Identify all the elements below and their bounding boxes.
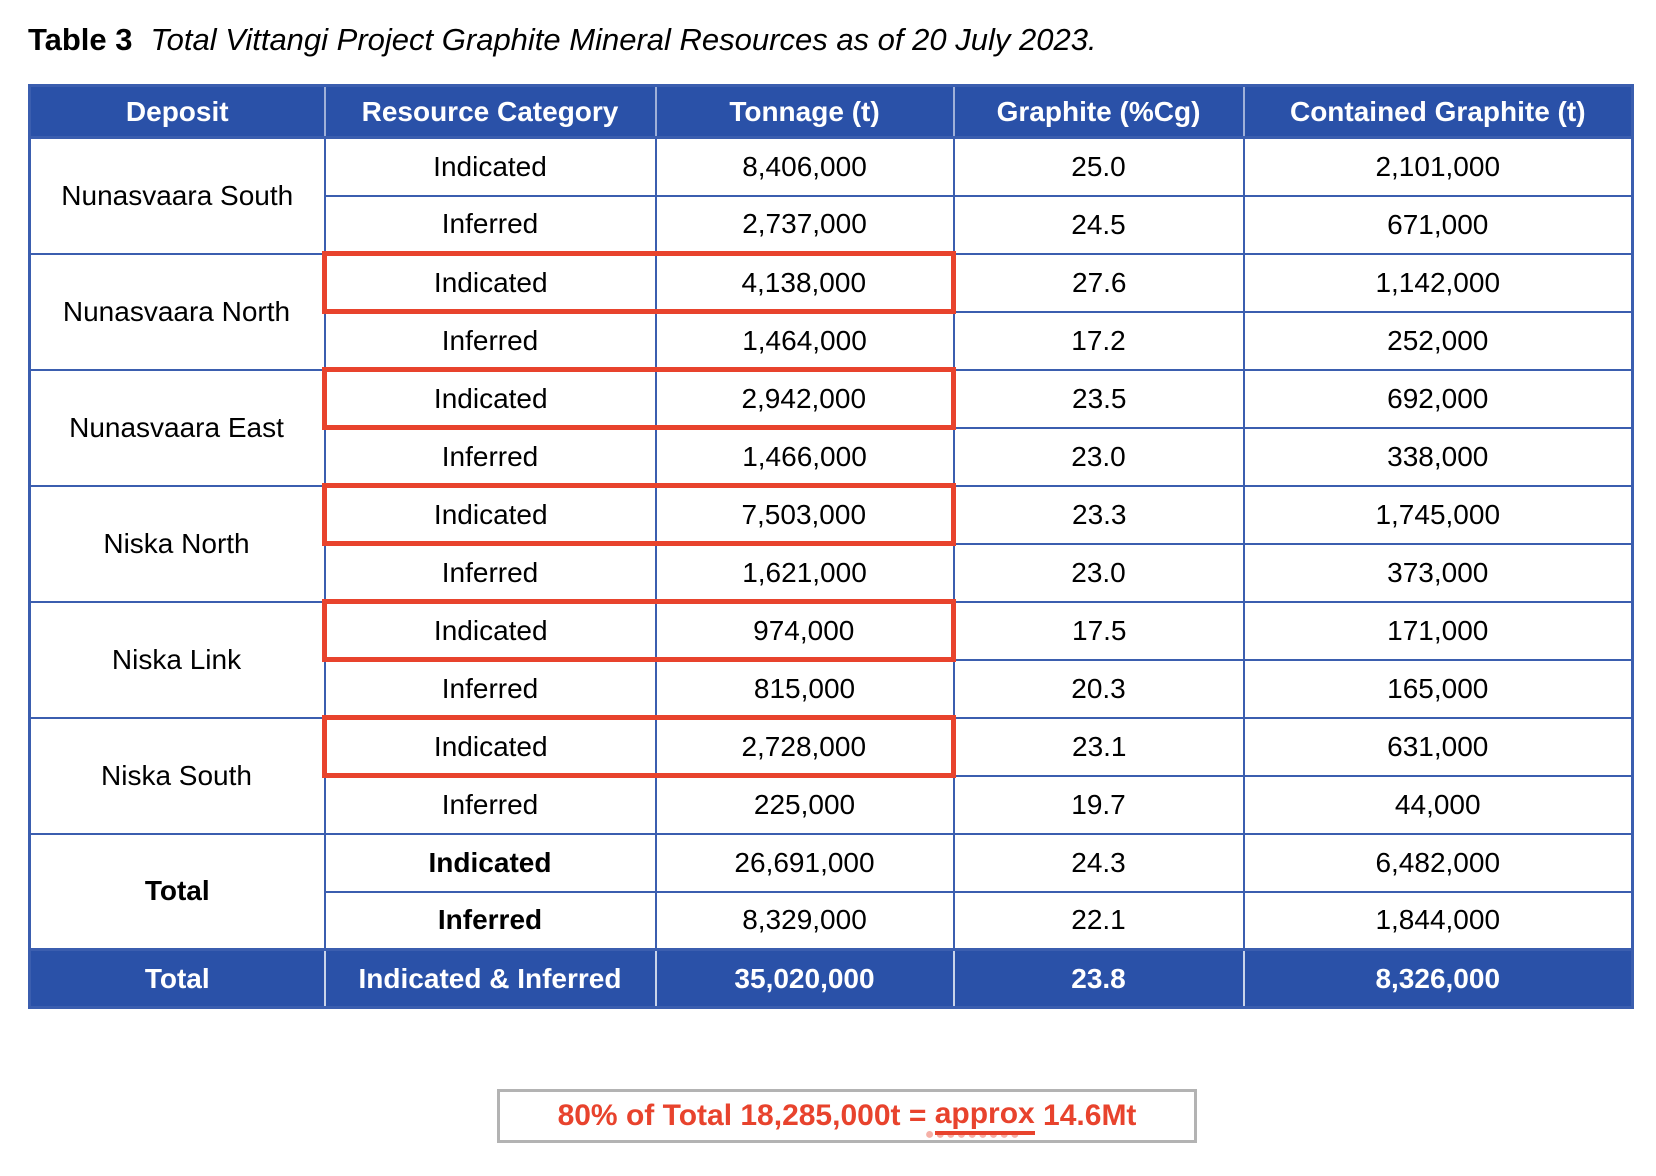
data-row	[30, 254, 1633, 312]
annotation-text-before: 80% of Total 18,285,000t =	[557, 1099, 935, 1132]
tonnage-cell: 8,329,000	[656, 892, 954, 950]
data-row	[30, 834, 1633, 892]
data-row	[30, 370, 1633, 428]
category-cell: Indicated & Inferred	[325, 950, 656, 1008]
grade-cell: 23.3	[954, 486, 1244, 544]
contained-cell: 165,000	[1244, 660, 1633, 718]
data-row	[30, 138, 1633, 196]
contained-cell: 692,000	[1244, 370, 1633, 428]
contained-cell: 44,000	[1244, 776, 1633, 834]
contained-cell: 631,000	[1244, 718, 1633, 776]
tonnage-cell: 2,942,000	[656, 370, 954, 428]
grade-cell: 19.7	[954, 776, 1244, 834]
grade-cell: 23.0	[954, 428, 1244, 486]
tonnage-cell: 2,737,000	[656, 196, 954, 254]
contained-cell: 373,000	[1244, 544, 1633, 602]
data-row	[30, 486, 1633, 544]
col-header-deposit: Deposit	[30, 86, 325, 138]
contained-cell: 6,482,000	[1244, 834, 1633, 892]
data-row	[30, 718, 1633, 776]
grade-cell: 22.1	[954, 892, 1244, 950]
table-caption-label: Table 3	[28, 22, 133, 57]
category-cell: Indicated	[325, 486, 656, 544]
tonnage-cell: 2,728,000	[656, 718, 954, 776]
table-caption	[28, 22, 1097, 58]
annotation-box	[497, 1089, 1197, 1143]
category-cell: Inferred	[325, 660, 656, 718]
category-cell: Inferred	[325, 312, 656, 370]
annotation-text-after: 14.6Mt	[1034, 1099, 1137, 1132]
mineral-resources-table	[28, 84, 1634, 1009]
contained-cell: 2,101,000	[1244, 138, 1633, 196]
tonnage-cell: 4,138,000	[656, 254, 954, 312]
deposit-name: Niska Link	[30, 602, 325, 718]
contained-cell: 8,326,000	[1244, 950, 1633, 1008]
deposit-name: Niska South	[30, 718, 325, 834]
tonnage-cell: 8,406,000	[656, 138, 954, 196]
grade-cell: 23.1	[954, 718, 1244, 776]
deposit-name: Total	[30, 950, 325, 1008]
deposit-name: Nunasvaara East	[30, 370, 325, 486]
contained-cell: 171,000	[1244, 602, 1633, 660]
contained-cell: 1,142,000	[1244, 254, 1633, 312]
deposit-name: Nunasvaara South	[30, 138, 325, 254]
grade-cell: 17.2	[954, 312, 1244, 370]
category-cell: Indicated	[325, 718, 656, 776]
table-body	[30, 138, 1633, 950]
category-cell: Indicated	[325, 370, 656, 428]
tonnage-cell: 35,020,000	[656, 950, 954, 1008]
category-cell: Inferred	[325, 776, 656, 834]
deposit-name: Total	[30, 834, 325, 950]
category-cell: Indicated	[325, 254, 656, 312]
contained-cell: 671,000	[1244, 196, 1633, 254]
grade-cell: 17.5	[954, 602, 1244, 660]
data-row	[30, 602, 1633, 660]
grade-cell: 23.8	[954, 950, 1244, 1008]
tonnage-cell: 815,000	[656, 660, 954, 718]
category-cell: Inferred	[325, 544, 656, 602]
tonnage-cell: 1,464,000	[656, 312, 954, 370]
grade-cell: 24.5	[954, 196, 1244, 254]
contained-cell: 252,000	[1244, 312, 1633, 370]
tonnage-cell: 7,503,000	[656, 486, 954, 544]
deposit-name: Nunasvaara North	[30, 254, 325, 370]
category-cell: Indicated	[325, 138, 656, 196]
contained-cell: 338,000	[1244, 428, 1633, 486]
grade-cell: 23.0	[954, 544, 1244, 602]
col-header-contained: Contained Graphite (t)	[1244, 86, 1633, 138]
tonnage-cell: 974,000	[656, 602, 954, 660]
col-header-grade: Graphite (%Cg)	[954, 86, 1244, 138]
category-cell: Indicated	[325, 834, 656, 892]
approx-word: approx ●●●●●●●●●	[924, 1097, 1035, 1143]
contained-cell: 1,745,000	[1244, 486, 1633, 544]
grade-cell: 20.3	[954, 660, 1244, 718]
tonnage-cell: 1,621,000	[656, 544, 954, 602]
grade-cell: 24.3	[954, 834, 1244, 892]
category-cell: Inferred	[325, 196, 656, 254]
contained-cell: 1,844,000	[1244, 892, 1633, 950]
category-cell: Inferred	[325, 428, 656, 486]
table-caption-text: Total Vittangi Project Graphite Mineral Resources as of 20 July 2023.	[150, 22, 1097, 57]
grade-cell: 25.0	[954, 138, 1244, 196]
dots-underline: ●●●●●●●●●	[924, 1126, 1021, 1143]
grade-cell: 23.5	[954, 370, 1244, 428]
grand-total-row	[30, 950, 1633, 1008]
category-cell: Indicated	[325, 602, 656, 660]
col-header-category: Resource Category	[325, 86, 656, 138]
deposit-name: Niska North	[30, 486, 325, 602]
grade-cell: 27.6	[954, 254, 1244, 312]
tonnage-cell: 26,691,000	[656, 834, 954, 892]
tonnage-cell: 1,466,000	[656, 428, 954, 486]
col-header-tonnage: Tonnage (t)	[656, 86, 954, 138]
header-row	[30, 86, 1633, 138]
tonnage-cell: 225,000	[656, 776, 954, 834]
category-cell: Inferred	[325, 892, 656, 950]
